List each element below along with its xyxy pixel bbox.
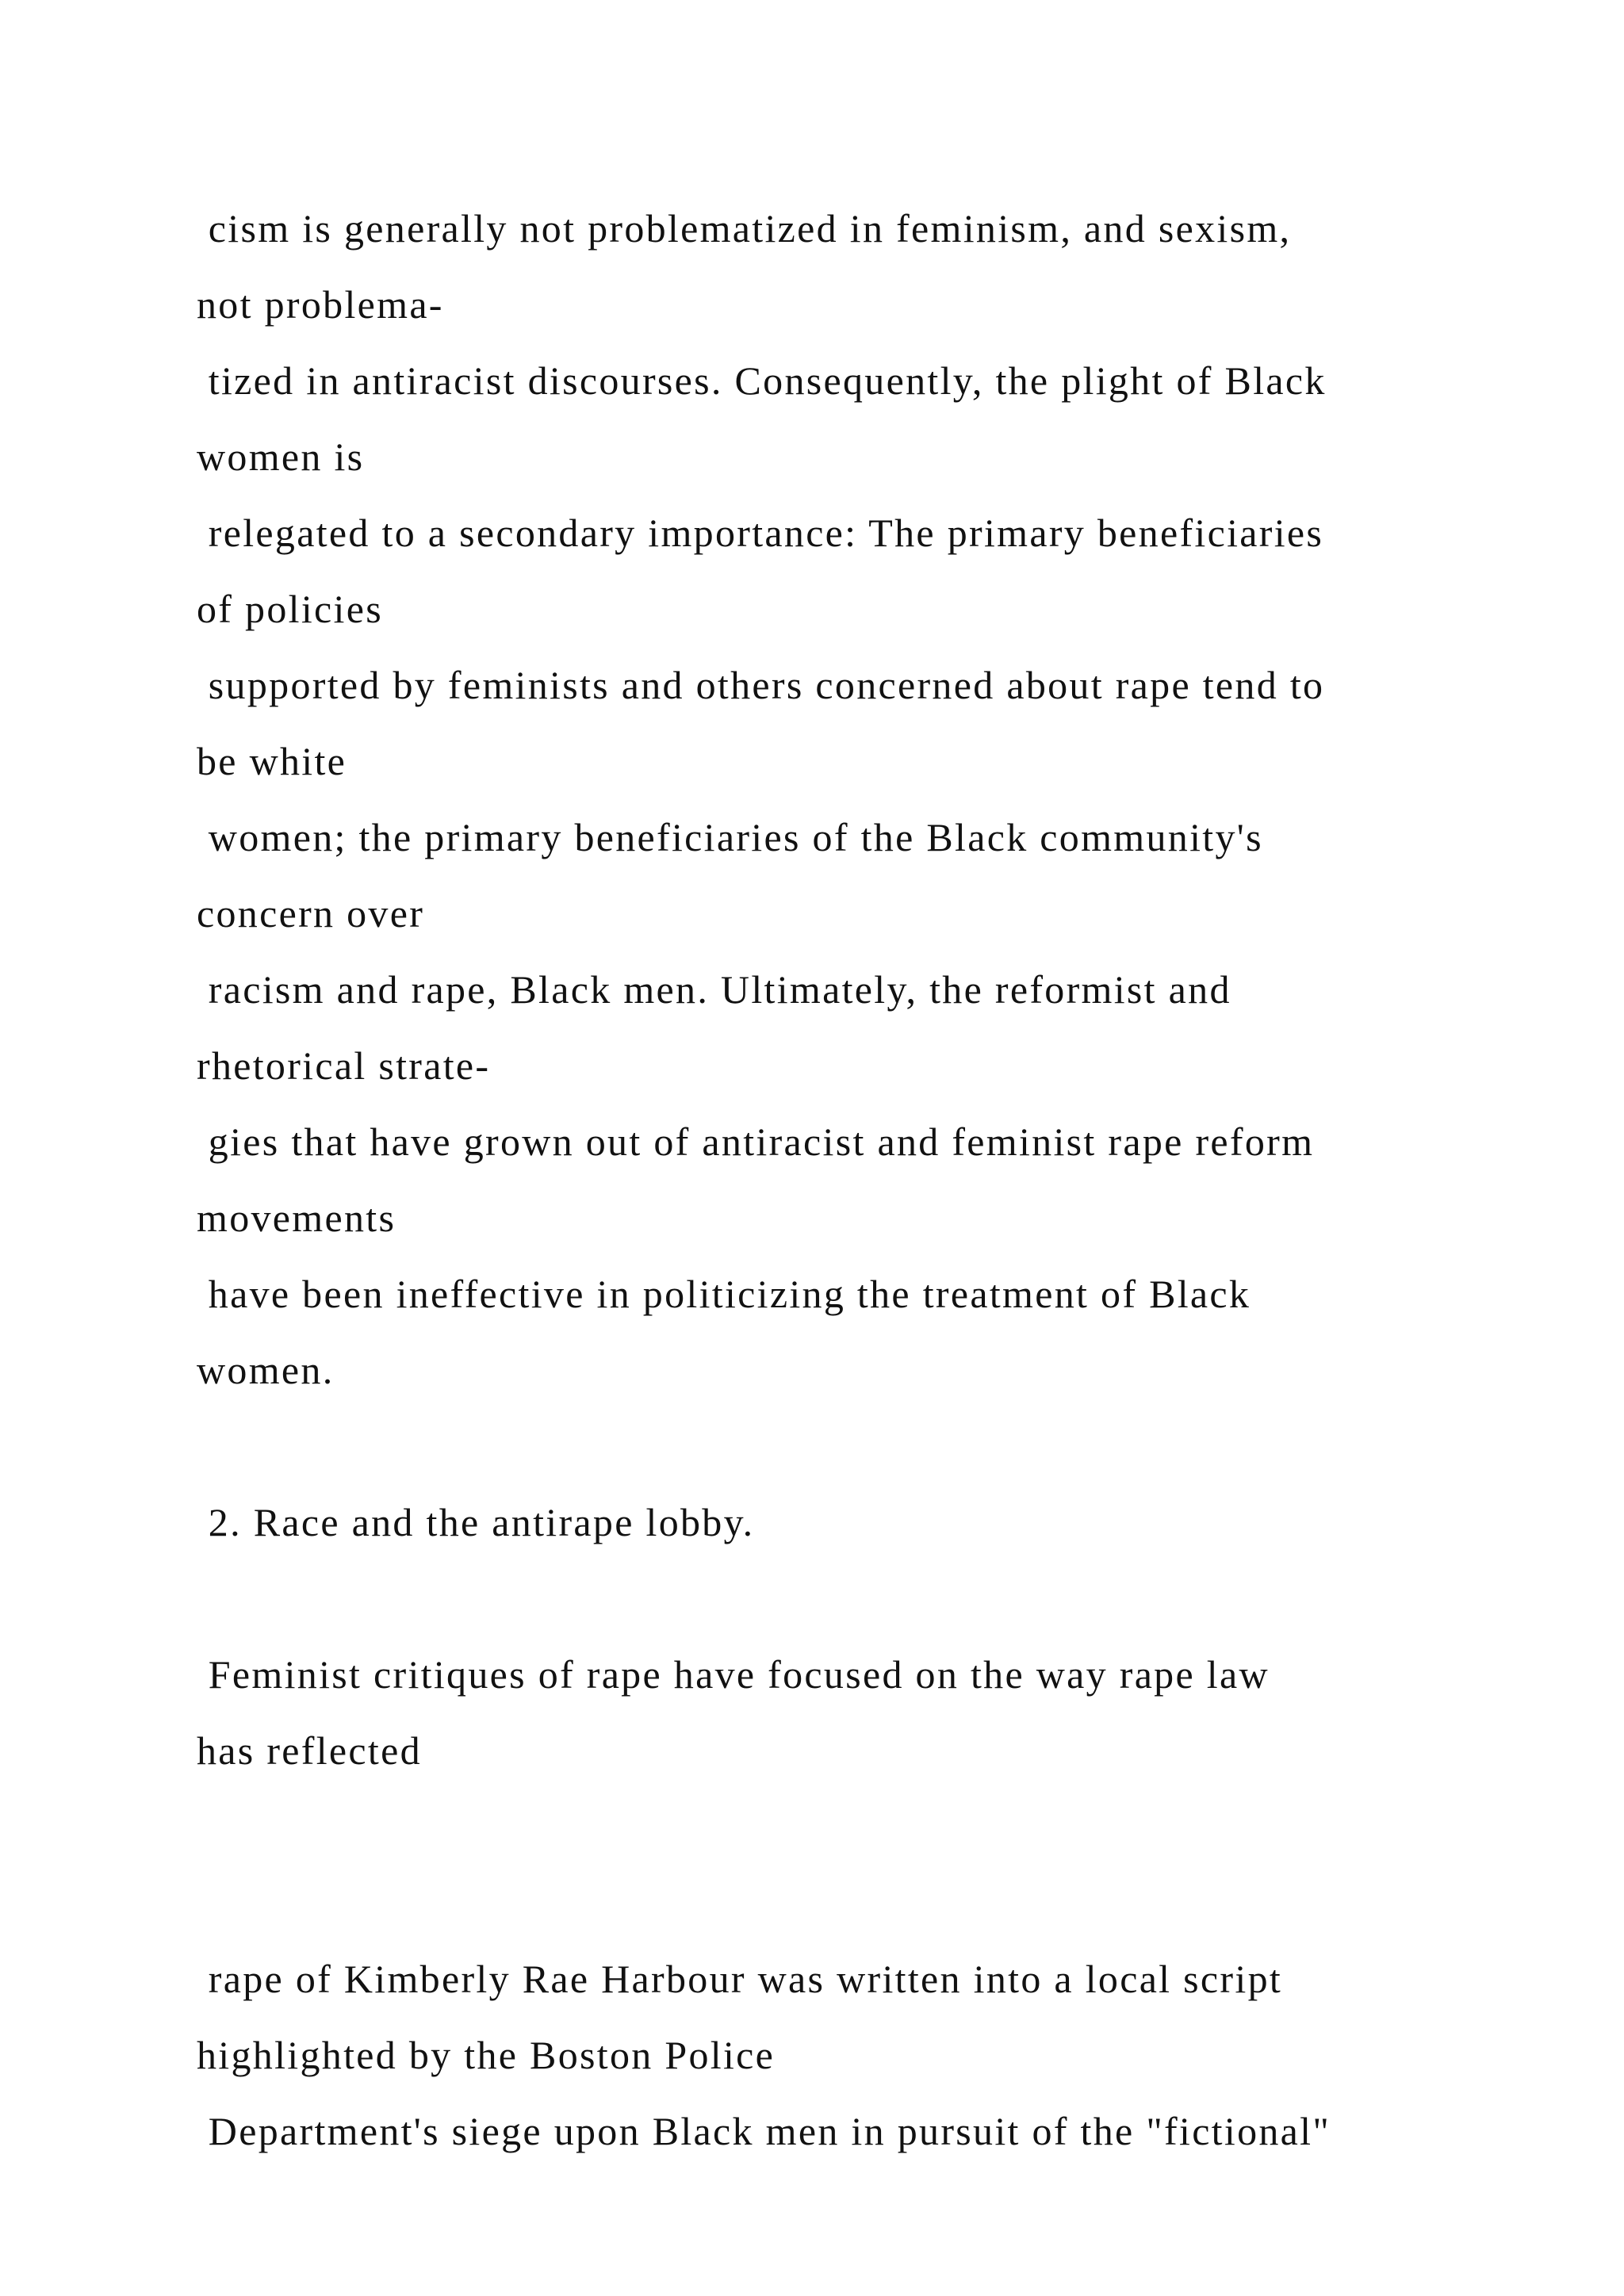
text-line: rape of Kimberly Rae Harbour was written into a local script <box>197 1957 1283 2001</box>
text-line: has reflected <box>197 1728 422 1773</box>
text-line: Feminist critiques of rape have focused on the way rape law <box>197 1652 1270 1697</box>
text-line: women. <box>197 1348 335 1392</box>
text-line: have been ineffective in politicizing the treatment of Black <box>197 1272 1251 1316</box>
text-line: highlighted by the Boston Police <box>197 2033 776 2077</box>
text-line: of policies <box>197 587 383 631</box>
blank-line <box>197 1789 1545 1865</box>
blank-line <box>197 1865 1545 1941</box>
text-line: relegated to a secondary importance: The primary beneficiaries <box>197 511 1324 555</box>
text-line: not problema- <box>197 282 444 327</box>
text-line: movements <box>197 1196 396 1240</box>
text-line: supported by feminists and others concerned about rape tend to <box>197 663 1325 707</box>
text-line: racism and rape, Black men. Ultimately, the reformist and <box>197 967 1231 1012</box>
text-line: women is <box>197 434 365 479</box>
text-line: cism is generally not problematized in feminism, and sexism, <box>197 206 1292 251</box>
section-heading: 2. Race and the antirape lobby. <box>197 1500 755 1544</box>
text-line: gies that have grown out of antiracist and feminist rape reform <box>197 1119 1315 1164</box>
text-line: tized in antiracist discourses. Consequently, the plight of Black <box>197 358 1327 403</box>
blank-line <box>197 1560 1545 1636</box>
body-text <box>197 190 1545 2169</box>
text-line: be white <box>197 739 347 783</box>
text-line: concern over <box>197 891 425 936</box>
text-line: Department's siege upon Black men in pursuit of the "fictional" <box>197 2109 1331 2153</box>
blank-line <box>197 1408 1545 1484</box>
text-line: women; the primary beneficiaries of the Black community's <box>197 815 1263 859</box>
text-line: rhetorical strate- <box>197 1043 491 1088</box>
